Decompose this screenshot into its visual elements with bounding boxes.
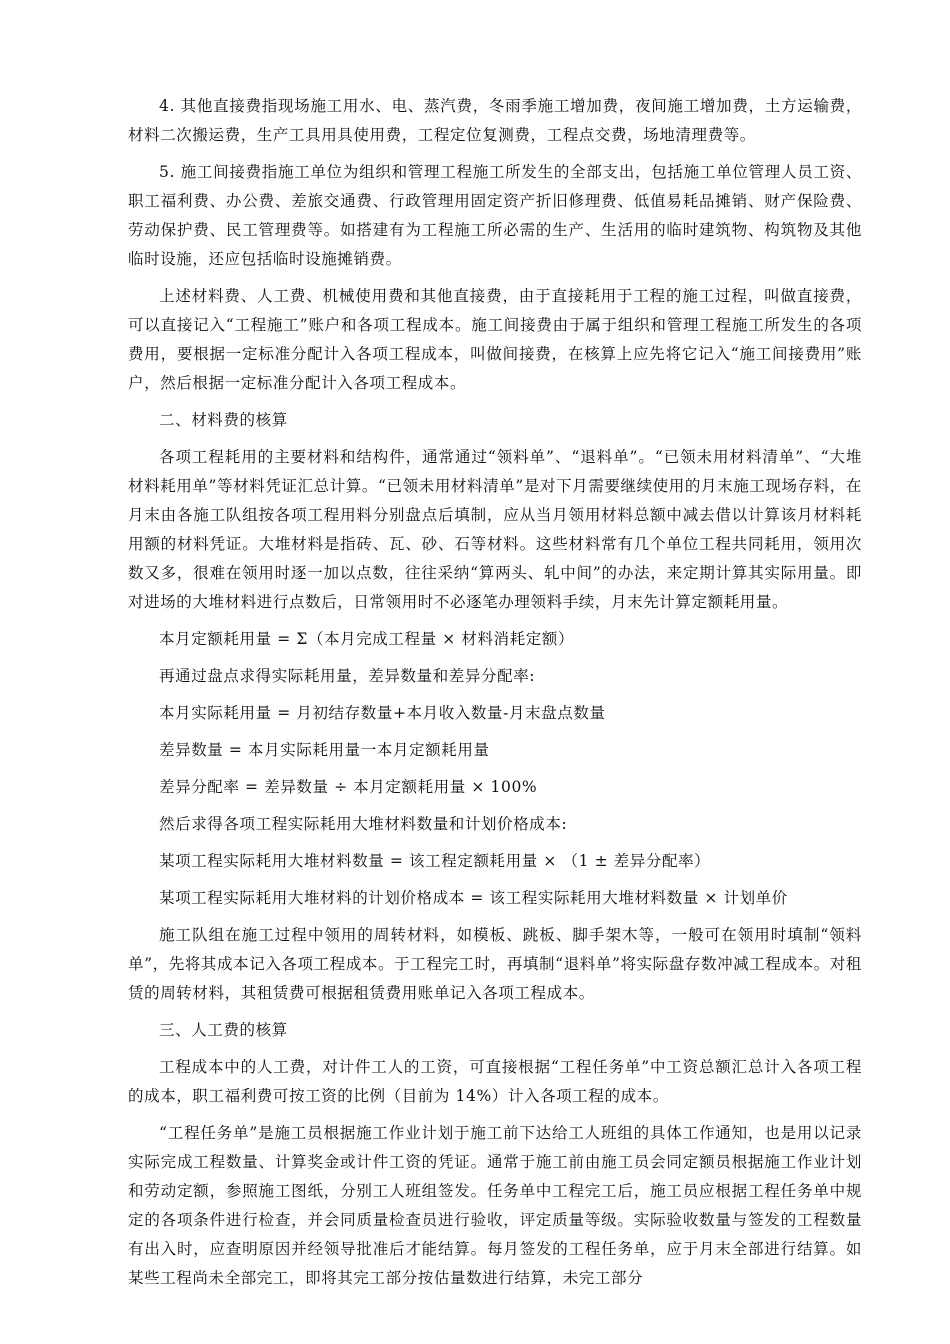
- section-heading-material-costs: 二、材料费的核算: [159, 411, 288, 429]
- paragraph-task-sheet: “工程任务单”是施工员根据施工作业计划于施工前下达给工人班组的具体工作通知，也是用以记录实际完成工程数量、计算奖金或计件工资的凭证。通常于施工前由施工员会同定额员根据施工作业计划和劳动定额，参照施工图纸，分别工人班组签发。任务单中工程完工后，施工员应根据工程任务单中规定的各项条件进行检查，并会同质量检查员进行验收，评定质量等级。实际验收数量与签发的工程数量有出入时，应查明原因并经领导批准后才能结算。每月签发的工程任务单，应于月末全部进行结算。如某些工程尚未全部完工，即将其完工部分按估量数进行结算，未完工部分: [128, 1124, 862, 1287]
- paragraph-indirect-costs: 5. 施工间接费指施工单位为组织和管理工程施工所发生的全部支出，包括施工单位管理人员工资、职工福利费、办公费、差旅交通费、行政管理用固定资产折旧修理费、低值易耗品摊销、财产保险费、劳动保护费、民工管理费等。如搭建有为工程施工所必需的生产、生活用的临时建筑物、构筑物及其他临时设施，还应包括临时设施摊销费。: [128, 163, 862, 268]
- paragraph-material-accounting: 各项工程耗用的主要材料和结构件，通常通过“领料单”、“退料单”。“已领未用材料清单”、“大堆材料耗用单”等材料凭证汇总计算。“已领未用材料清单”是对下月需要继续使用的月末施工现场存料，在月末由各施工队组按各项工程用料分别盘点后填制，应从当月领用材料总额中减去借以计算该月材料耗用额的材料凭证。大堆材料是指砖、瓦、砂、石等材料。这些材料常有几个单位工程共同耗用，领用次数又多，很难在领用时逐一加以点数，往往采纳“算两头、轧中间”的办法，来定期计算其实际用量。即对进场的大堆材料进行点数后，日常领用时不必逐笔办理领料手续，月末先计算定额耗用量。: [128, 448, 862, 611]
- paragraph-labor-costs: 工程成本中的人工费，对计件工人的工资，可直接根据“工程任务单”中工资总额汇总计入各项工程的成本，职工福利费可按工资的比例（目前为 14%）计入各项工程的成本。: [128, 1058, 862, 1105]
- formula-difference-quantity: 差异数量 = 本月实际耗用量一本月定额耗用量: [159, 741, 490, 759]
- paragraph-turnover-materials: 施工队组在施工过程中领用的周转材料，如模板、跳板、脚手架木等，一般可在领用时填制“领料单”，先将其成本记入各项工程成本。于工程完工时，再填制“退料单”将实际盘存数冲减工程成本。对租赁的周转材料，其租赁费可根据租赁费用账单记入各项工程成本。: [128, 926, 862, 1002]
- formula-difference-rate: 差异分配率 = 差异数量 ÷ 本月定额耗用量 × 100%: [159, 778, 538, 796]
- formula-project-plan-cost: 某项工程实际耗用大堆材料的计划价格成本 = 该工程实际耗用大堆材料数量 × 计划单价: [159, 889, 788, 907]
- paragraph-inventory-intro: 再通过盘点求得实际耗用量，差异数量和差异分配率:: [159, 667, 536, 685]
- paragraph-plan-cost-intro: 然后求得各项工程实际耗用大堆材料数量和计划价格成本:: [159, 815, 568, 833]
- paragraph-direct-vs-indirect: 上述材料费、人工费、机械使用费和其他直接费，由于直接耗用于工程的施工过程，叫做直接费，可以直接记入“工程施工”账户和各项工程成本。施工间接费由于属于组织和管理工程施工所发生的各项费用，要根据一定标准分配计入各项工程成本，叫做间接费，在核算上应先将它记入“施工间接费用”账户，然后根据一定标准分配计入各项工程成本。: [128, 287, 862, 392]
- formula-actual-usage: 本月实际耗用量 = 月初结存数量+本月收入数量-月末盘点数量: [159, 704, 606, 722]
- section-heading-labor-costs: 三、人工费的核算: [159, 1021, 288, 1039]
- formula-project-actual-quantity: 某项工程实际耗用大堆材料数量 = 该工程定额耗用量 × （1 ± 差异分配率）: [159, 852, 711, 870]
- paragraph-other-direct-costs: 4. 其他直接费指现场施工用水、电、蒸汽费，冬雨季施工增加费，夜间施工增加费，土方运输费，材料二次搬运费，生产工具用具使用费，工程定位复测费，工程点交费，场地清理费等。: [128, 97, 862, 144]
- formula-quota-usage: 本月定额耗用量 = Σ（本月完成工程量 × 材料消耗定额）: [159, 630, 575, 648]
